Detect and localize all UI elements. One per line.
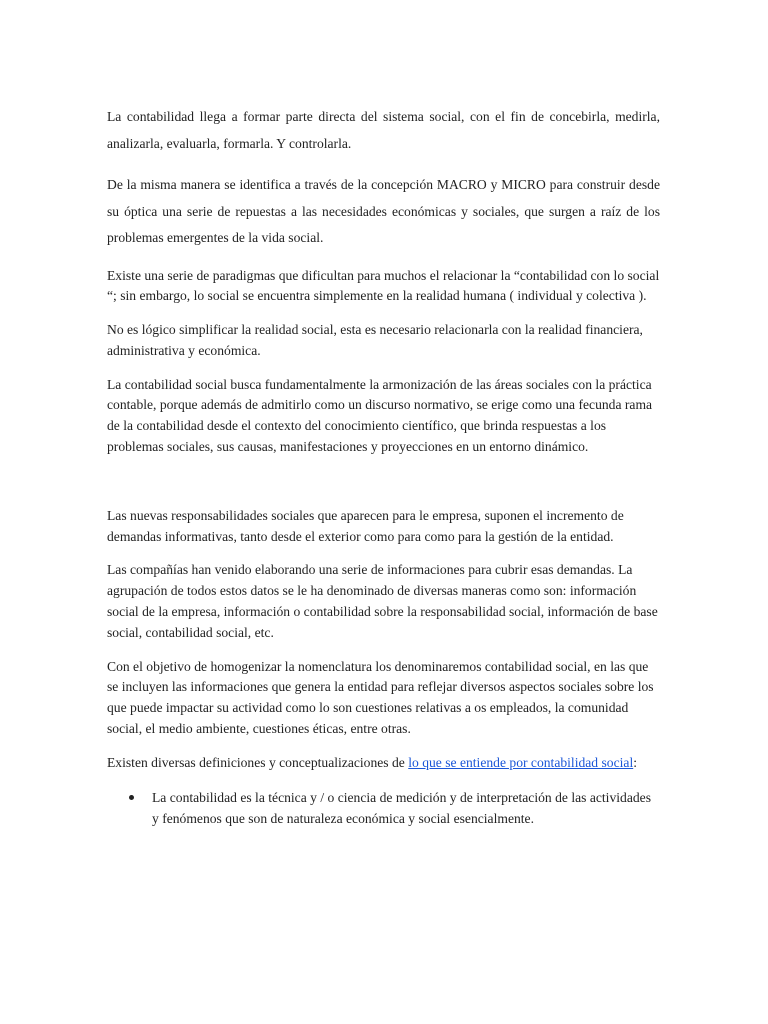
- bullet-icon: [129, 795, 134, 800]
- paragraph-1: La contabilidad llega a formar parte directa del sistema social, con el fin de concebirla, medirla, analizarla, evaluarla, formarla. Y controlarla.: [107, 109, 660, 151]
- definitions-intro: Existen diversas definiciones y conceptualizaciones de: [107, 754, 409, 770]
- paragraph-7: Las compañías han venido elaborando una serie de informaciones para cubrir esas demandas. La agrupación de todos estos datos se le ha denominado de diversas maneras como son: información social de la empresa, información o contabilidad sobre la responsabilidad social, información de base social, contabilidad social, etc.: [107, 562, 658, 640]
- paragraph-3: Existe una serie de paradigmas que dificultan para muchos el relacionar la “contabilidad con lo social “; sin embargo, lo social se encuentra simplemente en la realidad humana ( individual y colectiva ).: [107, 267, 660, 304]
- definitions-suffix: :: [633, 754, 637, 770]
- paragraph-5: La contabilidad social busca fundamentalmente la armonización de las áreas sociales con la práctica contable, porque además de admitirlo como un discurso normativo, se erige como una fecunda rama de la contabilidad desde el contexto del conocimiento científico, que brinda respuestas a los problemas sociales, sus causas, manifestaciones y proyecciones en un entorno dinámico.: [107, 376, 653, 455]
- paragraph-8: Con el objetivo de homogenizar la nomenclatura los denominaremos contabilidad social, en las que se incluyen las informaciones que genera la entidad para reflejar diversos aspectos sociales sobre los que puede impactar su actividad como lo son cuestiones relativas a os empleados, la comunidad social, el medio ambiente, cuestiones éticas, entre otras.: [107, 658, 654, 737]
- document-page: [107, 104, 660, 830]
- definitions-link[interactable]: lo que se entiende por contabilidad social: [408, 754, 634, 770]
- list-item-text: La contabilidad es la técnica y / o ciencia de medición y de interpretación de las actividades y fenómenos que son de naturaleza económica y social esencialmente.: [152, 789, 651, 827]
- paragraph-4: No es lógico simplificar la realidad social, esta es necesario relacionarla con la realidad financiera, administrativa y económica.: [107, 322, 643, 358]
- paragraph-6: Las nuevas responsabilidades sociales que aparecen para le empresa, suponen el incremento de demandas informativas, tanto desde el exterior como para como para la gestión de la entidad.: [107, 507, 624, 544]
- definitions-paragraph: [107, 753, 660, 774]
- list-item: [107, 787, 660, 830]
- paragraph-2: De la misma manera se identifica a través de la concepción MACRO y MICRO para construir desde su óptica una serie de repuestas a las necesidades económicas y sociales, que surgen a raíz de los problemas emergentes de la vida social.: [107, 177, 660, 245]
- definitions-list: [107, 787, 660, 830]
- blank-line: [107, 471, 660, 506]
